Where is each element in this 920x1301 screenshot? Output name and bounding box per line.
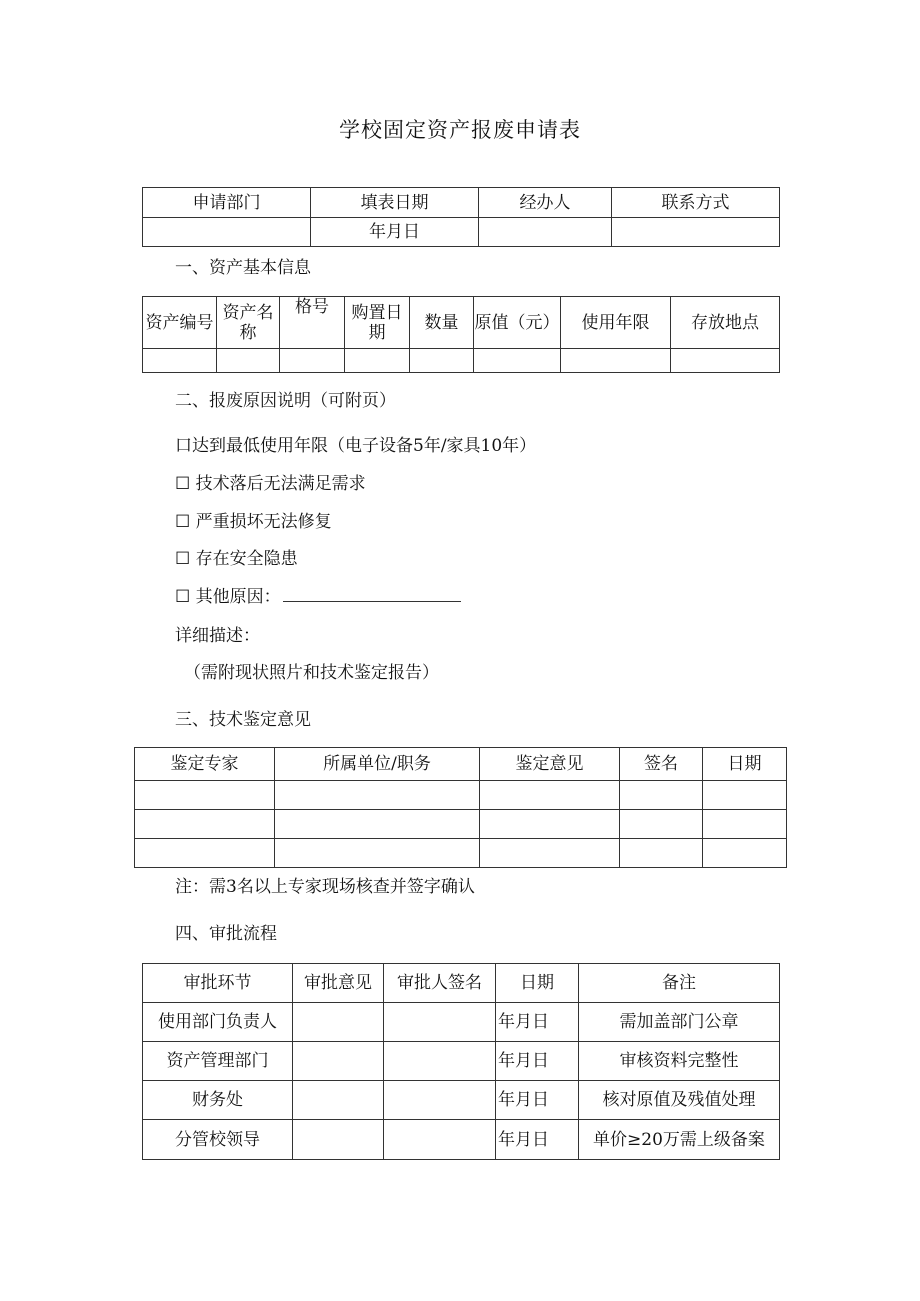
approval-opinion-field[interactable]: [293, 1003, 384, 1042]
reason-option-age[interactable]: [175, 431, 536, 456]
approver-signature-field[interactable]: [384, 1003, 496, 1042]
step-label: 使用部门负责人: [143, 1003, 293, 1042]
contact-field[interactable]: [612, 218, 780, 247]
expert-field[interactable]: [135, 810, 275, 839]
header-step: 审批环节: [143, 964, 293, 1003]
header-spec: 格号: [280, 297, 345, 349]
purchase-date-field[interactable]: [345, 349, 410, 373]
checkbox-icon[interactable]: ☐: [175, 587, 191, 607]
header-expert: 鉴定专家: [135, 748, 275, 781]
reason-label: 存在安全隐患: [190, 549, 298, 569]
department-field[interactable]: [143, 218, 311, 247]
approval-opinion-field[interactable]: [293, 1081, 384, 1120]
approval-opinion-field[interactable]: [293, 1042, 384, 1081]
table-row: [143, 1081, 780, 1120]
header-handler: 经办人: [479, 188, 612, 218]
expert-note: 注：需3名以上专家现场核查并签字确认: [175, 877, 475, 897]
approval-date-field[interactable]: 年月日: [496, 1042, 579, 1081]
table-row: [135, 810, 787, 839]
asset-name-field[interactable]: [217, 349, 280, 373]
signature-field[interactable]: [620, 810, 703, 839]
detail-note: （需附现状照片和技术鉴定报告）: [184, 663, 439, 683]
step-label: 财务处: [143, 1081, 293, 1120]
asset-no-field[interactable]: [143, 349, 217, 373]
header-asset-name: 资产名称: [217, 297, 280, 349]
approval-date-field[interactable]: 年月日: [496, 1003, 579, 1042]
checkbox-icon[interactable]: 口: [175, 436, 192, 456]
unit-field[interactable]: [275, 839, 480, 868]
header-remark: 备注: [579, 964, 780, 1003]
header-approval-date: 日期: [496, 964, 579, 1003]
header-approval-opinion: 审批意见: [293, 964, 384, 1003]
other-reason-blank[interactable]: [283, 587, 461, 602]
step-label: 分管校领导: [143, 1120, 293, 1160]
approval-opinion-field[interactable]: [293, 1120, 384, 1160]
header-approver-signature: 审批人签名: [384, 964, 496, 1003]
checkbox-icon[interactable]: ☐: [175, 512, 191, 532]
tech-appraisal-table: [134, 747, 787, 868]
page-title: 学校固定资产报废申请表: [339, 118, 581, 142]
approver-signature-field[interactable]: [384, 1042, 496, 1081]
table-row: [143, 1042, 780, 1081]
reason-label: 达到最低使用年限（电子设备5年/家具10年）: [192, 436, 537, 456]
original-value-field[interactable]: [474, 349, 561, 373]
checkbox-icon[interactable]: ☐: [175, 474, 191, 494]
header-asset-no: 资产编号: [143, 297, 217, 349]
header-signature: 签名: [620, 748, 703, 781]
service-years-field[interactable]: [561, 349, 671, 373]
approval-date-field[interactable]: 年月日: [496, 1081, 579, 1120]
opinion-field[interactable]: [480, 781, 620, 810]
header-fill-date: 填表日期: [311, 188, 479, 218]
header-unit-position: 所属单位/职务: [275, 748, 480, 781]
location-field[interactable]: [671, 349, 780, 373]
header-department: 申请部门: [143, 188, 311, 218]
signature-field[interactable]: [620, 839, 703, 868]
spec-field[interactable]: [280, 349, 345, 373]
approval-date-field[interactable]: 年月日: [496, 1120, 579, 1160]
remark-text: 审核资料完整性: [579, 1042, 780, 1081]
table-row: [135, 781, 787, 810]
date-field[interactable]: [703, 781, 787, 810]
reason-option-safety[interactable]: [175, 544, 298, 569]
reason-label: 其他原因：: [190, 587, 281, 607]
approver-signature-field[interactable]: [384, 1120, 496, 1160]
checkbox-icon[interactable]: ☐: [175, 549, 191, 569]
header-date: 日期: [703, 748, 787, 781]
signature-field[interactable]: [620, 781, 703, 810]
reason-label: 严重损坏无法修复: [190, 512, 332, 532]
step-label: 资产管理部门: [143, 1042, 293, 1081]
section-asset-info: 一、资产基本信息: [175, 258, 311, 278]
header-contact: 联系方式: [612, 188, 780, 218]
reason-option-other[interactable]: [175, 582, 461, 607]
header-service-years: 使用年限: [561, 297, 671, 349]
fill-date-field[interactable]: 年月日: [311, 218, 479, 247]
unit-field[interactable]: [275, 810, 480, 839]
unit-field[interactable]: [275, 781, 480, 810]
approval-table: [142, 963, 780, 1160]
section-approval: 四、审批流程: [175, 924, 277, 944]
reason-label: 技术落后无法满足需求: [190, 474, 366, 494]
asset-info-table: [142, 296, 780, 373]
approver-signature-field[interactable]: [384, 1081, 496, 1120]
table-row: [143, 1120, 780, 1160]
quantity-field[interactable]: [410, 349, 474, 373]
detail-label: 详细描述：: [175, 626, 260, 646]
expert-field[interactable]: [135, 839, 275, 868]
opinion-field[interactable]: [480, 839, 620, 868]
reason-option-damaged[interactable]: [175, 507, 332, 532]
opinion-field[interactable]: [480, 810, 620, 839]
section-reason: 二、报废原因说明（可附页）: [175, 391, 396, 411]
header-purchase-date: 购置日期: [345, 297, 410, 349]
header-original-value: 原值（元）: [474, 297, 561, 349]
remark-text: 需加盖部门公章: [579, 1003, 780, 1042]
header-opinion: 鉴定意见: [480, 748, 620, 781]
date-field[interactable]: [703, 839, 787, 868]
remark-text: 单价≥20万需上级备案: [579, 1120, 780, 1160]
handler-field[interactable]: [479, 218, 612, 247]
section-tech-opinion: 三、技术鉴定意见: [175, 710, 311, 730]
applicant-info-table: [142, 187, 780, 247]
header-quantity: 数量: [410, 297, 474, 349]
table-row: [135, 839, 787, 868]
table-row: [143, 1003, 780, 1042]
remark-text: 核对原值及残值处理: [579, 1081, 780, 1120]
expert-field[interactable]: [135, 781, 275, 810]
header-location: 存放地点: [671, 297, 780, 349]
reason-option-outdated[interactable]: [175, 469, 366, 494]
date-field[interactable]: [703, 810, 787, 839]
